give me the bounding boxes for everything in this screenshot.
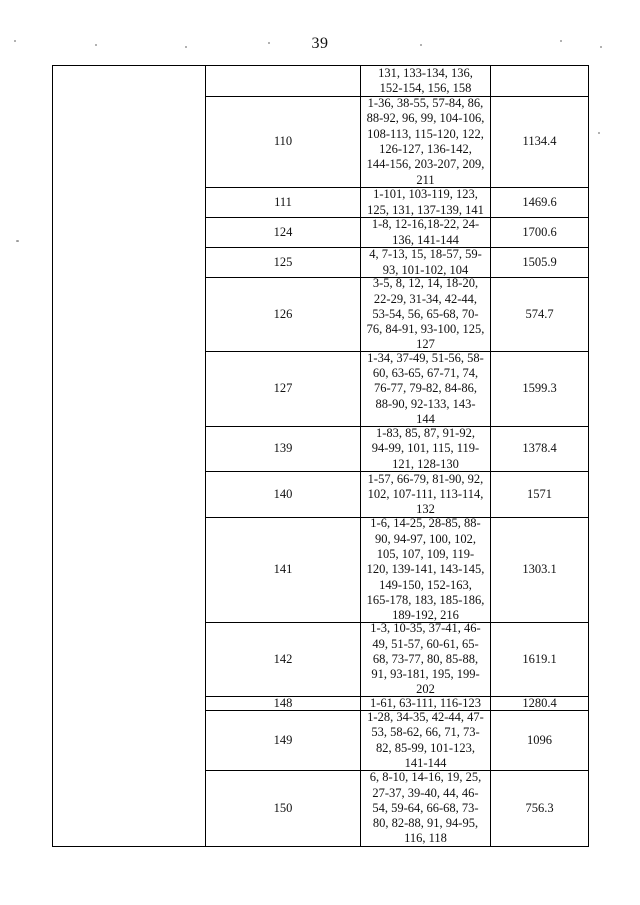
area-cell: 1096 bbox=[527, 732, 552, 747]
plot-numbers-cell: 131, 133-134, 136, 152-154, 156, 158 bbox=[378, 65, 473, 95]
block-number-cell: 126 bbox=[273, 306, 293, 321]
block-number-cell: 125 bbox=[273, 254, 293, 269]
area-cell: 1134.4 bbox=[522, 134, 557, 149]
area-cell: 1378.4 bbox=[522, 441, 557, 456]
scan-speck bbox=[598, 132, 600, 134]
plot-numbers-cell: 1-83, 85, 87, 91-92, 94-99, 101, 115, 119- 121, 128-130 bbox=[371, 426, 480, 471]
block-number-cell: 139 bbox=[273, 441, 293, 456]
scan-speck bbox=[185, 46, 187, 48]
scan-speck bbox=[268, 42, 270, 44]
area-cell: 1599.3 bbox=[522, 381, 557, 396]
plot-numbers-cell: 1-3, 10-35, 37-41, 46- 49, 51-57, 60-61, 65- 68, 73-77, 80, 85-88, 91, 93-181, 195, 199- 202 bbox=[370, 621, 481, 697]
scan-speck bbox=[95, 44, 97, 46]
plot-numbers-cell: 6, 8-10, 14-16, 19, 25, 27-37, 39-40, 44, 46- 54, 59-64, 66-68, 73- 80, 82-88, 91, 94-95, 116, 118 bbox=[369, 770, 482, 846]
plot-numbers-cell: 1-36, 38-55, 57-84, 86, 88-92, 96, 99, 104-106, 108-113, 115-120, 122, 126-127, 136-142, 144-156, 203-207, 209, 211 bbox=[366, 96, 485, 187]
plot-numbers-cell: 4, 7-13, 15, 18-57, 59- 93, 101-102, 104 bbox=[369, 247, 482, 277]
block-number-cell: 140 bbox=[273, 486, 293, 501]
scan-speck bbox=[16, 240, 19, 242]
plot-numbers-cell: 3-5, 8, 12, 14, 18-20, 22-29, 31-34, 42-44, 53-54, 56, 65-68, 70- 76, 84-91, 93-100, 125, 127 bbox=[366, 276, 485, 352]
area-cell: 1700.6 bbox=[522, 224, 557, 239]
plot-numbers-cell: 1-8, 12-16,18-22, 24- 136, 141-144 bbox=[371, 217, 480, 247]
area-cell: 1505.9 bbox=[522, 254, 557, 269]
table-column-line bbox=[588, 65, 589, 847]
block-number-cell: 142 bbox=[273, 651, 293, 666]
block-number-cell: 148 bbox=[273, 695, 293, 710]
area-cell bbox=[491, 66, 588, 96]
block-number-cell: 111 bbox=[274, 194, 292, 209]
scan-speck bbox=[560, 40, 562, 42]
block-number-cell: 127 bbox=[273, 381, 293, 396]
table-column-line bbox=[52, 65, 53, 847]
block-number-cell: 124 bbox=[273, 224, 293, 239]
page-number: 39 bbox=[311, 35, 329, 52]
area-cell: 1469.6 bbox=[522, 194, 557, 209]
block-number-cell: 150 bbox=[273, 800, 293, 815]
block-number-cell bbox=[206, 66, 360, 96]
plot-numbers-cell: 1-28, 34-35, 42-44, 47- 53, 58-62, 66, 71, 73- 82, 85-99, 101-123, 141-144 bbox=[367, 709, 484, 770]
area-cell: 1303.1 bbox=[522, 562, 557, 577]
area-cell: 1280.4 bbox=[522, 695, 557, 710]
area-cell: 756.3 bbox=[525, 800, 554, 815]
area-cell: 1619.1 bbox=[522, 651, 557, 666]
plot-numbers-cell: 1-61, 63-111, 116-123 bbox=[369, 695, 482, 710]
area-cell: 574.7 bbox=[525, 306, 554, 321]
plot-numbers-cell: 1-57, 66-79, 81-90, 92, 102, 107-111, 113-114, 132 bbox=[367, 471, 484, 517]
scan-speck bbox=[14, 40, 16, 42]
table-border-line bbox=[52, 846, 589, 847]
plot-numbers-cell: 1-101, 103-119, 123, 125, 131, 137-139, 141 bbox=[367, 187, 484, 217]
block-number-cell: 141 bbox=[273, 562, 293, 577]
plot-numbers-cell: 1-6, 14-25, 28-85, 88- 90, 94-97, 100, 102, 105, 107, 109, 119- 120, 139-141, 143-145, 149-150, 152-163, 165-178, 183, 185-186, 189-192, 216 bbox=[366, 516, 485, 623]
area-cell: 1571 bbox=[527, 486, 552, 501]
plot-numbers-cell: 1-34, 37-49, 51-56, 58- 60, 63-65, 67-71, 74, 76-77, 79-82, 84-86, 88-90, 92-133, 143- 144 bbox=[367, 350, 484, 426]
scan-speck bbox=[420, 44, 422, 46]
scan-speck bbox=[600, 46, 602, 48]
block-number-cell: 149 bbox=[273, 732, 293, 747]
block-number-cell: 110 bbox=[273, 134, 293, 149]
